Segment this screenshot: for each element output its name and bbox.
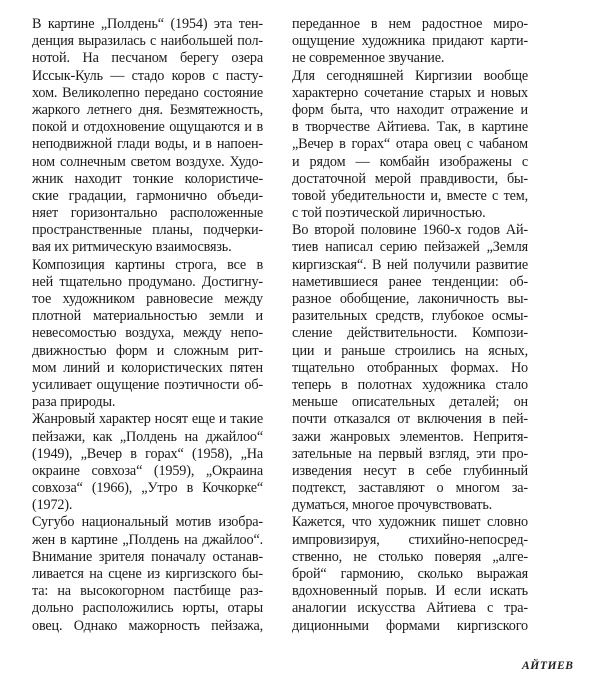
text-line: брой“ гармонию, сколько выражая	[292, 566, 528, 582]
text-line: ственно, не столько поверяя „алге-	[292, 548, 528, 565]
text-line: няет горизонтально расположенные	[32, 205, 263, 222]
text-line: плотной материальностью земли и	[32, 308, 263, 325]
text-line: неподвижной глади воды, и в напоен-	[32, 136, 263, 153]
text-line: покой и отдохновение ощущаются и в	[32, 119, 263, 136]
text-line: пространственные планы, подчерки-	[32, 222, 263, 239]
text-line: Во второй половине 1960-х годов Ай-	[292, 222, 528, 239]
text-line: аналогии искусства Айтиева с тра-	[292, 600, 528, 617]
text-line: теперь в полотнах художника стало	[292, 376, 528, 393]
paragraph	[32, 257, 263, 412]
text-line: товой убедительности и, вместе с тем,	[292, 187, 528, 204]
text-line: Кажется, что художник пишет словно	[292, 514, 528, 531]
text-line: жен в картине „Полдень на джайлоо“.	[32, 531, 263, 548]
text-line: В картине „Полдень“ (1954) эта тен-	[32, 16, 263, 32]
text-line: достаточной мерой правдивости, бы-	[292, 170, 528, 187]
text-line: подтекст, заставляют о многом за-	[292, 480, 528, 497]
text-line: ней тщательно продумано. Достигну-	[32, 273, 263, 290]
text-line: переданное в нем радостное миро-	[292, 16, 528, 32]
paragraph	[292, 16, 528, 68]
text-column-right	[292, 16, 528, 635]
paragraph	[292, 222, 528, 514]
text-line: с той поэтической лиричностью.	[292, 205, 486, 222]
text-line: раза природы.	[32, 394, 116, 411]
text-column-left	[32, 16, 263, 635]
text-line: характерно сочетание старых и новых	[292, 84, 528, 101]
text-line: ливается на сцене из киргизского бы-	[32, 566, 263, 582]
text-line: киргизская“. В ней получили развитие	[292, 256, 528, 273]
text-line: нотой. На песчаном берегу озера	[32, 50, 263, 67]
text-line: вдохновенный порыв. И если искать	[292, 583, 528, 600]
text-line: ном солнечным светом воздухе. Худо-	[32, 153, 263, 170]
text-line: „Вечер в горах“ отара овец с чабаном	[292, 136, 528, 153]
text-line: импровизируя, стихийно-непосред-	[292, 531, 528, 548]
paragraph	[32, 514, 263, 634]
text-line: Композиция картины строга, все в	[32, 256, 263, 273]
text-line: диционными формами киргизского	[292, 617, 528, 634]
text-line: и рядом — комбайн изображены с	[292, 153, 528, 170]
text-line: пейзажи, как „Полдень на джайлоо“	[32, 428, 263, 445]
text-line: Жанровый характер носят еще и такие	[32, 411, 263, 428]
text-line: разительных средств, глубокое осмы-	[292, 308, 528, 325]
paragraph	[32, 411, 263, 514]
text-line: тое художником равновесие между	[32, 291, 263, 307]
text-line: меньше описательных деталей; он	[292, 394, 528, 411]
text-line: усиливает ощущение поэтичности об-	[32, 376, 263, 393]
text-line: ские градации, гармонично объеди-	[32, 187, 263, 204]
text-line: хом. Великолепно передано состояние	[32, 84, 263, 101]
text-line: думаться, многое прочувствовать.	[292, 497, 493, 514]
text-line: (1972).	[32, 497, 73, 514]
text-line: овец. Однако мажорность пейзажа,	[32, 617, 263, 634]
running-head: АЙТИЕВ	[522, 660, 574, 672]
text-line: движностью форм и сложным рит-	[32, 342, 263, 359]
text-line: ции и раньше строились на ясных,	[292, 342, 528, 359]
paragraph	[292, 68, 528, 223]
text-line: изведения несут в себе глубинный	[292, 462, 528, 479]
text-line: почти отказался от включения в пей-	[292, 411, 528, 428]
text-line: тиев написал серию пейзажей „Земля	[292, 239, 528, 256]
text-line: в творчестве Айтиева. Так, в картине	[292, 119, 528, 136]
text-line: невесомостью воздуха, между непо-	[32, 325, 263, 342]
text-line: мом линий и колористических пятен	[32, 359, 263, 376]
text-line: разное обобщение, лаконичность вы-	[292, 291, 528, 307]
text-line: наметившиеся ранее тенденции: об-	[292, 273, 528, 290]
text-line: Внимание зрителя поначалу останав-	[32, 548, 263, 565]
text-line: Сугубо национальный мотив изобра-	[32, 514, 263, 531]
text-line: денция выразилась с наибольшей пол-	[32, 33, 263, 50]
text-line: Для сегодняшней Киргизии вообще	[292, 67, 528, 84]
text-line: форм быта, что находит отражение и	[292, 101, 528, 118]
text-line: жаркого летнего дня. Безмятежность,	[32, 101, 263, 118]
paragraph	[292, 514, 528, 634]
text-line: Иссык-Куль — стадо коров с пасту-	[32, 67, 263, 84]
text-line: (1949), „Вечер в горах“ (1958), „На	[32, 445, 263, 462]
text-line: совхоза“ (1966), „Утро в Кочкорке“	[32, 480, 263, 497]
text-line: та: на высокогорном пастбище раз-	[32, 583, 263, 600]
text-line: ощущение художника придают карти-	[292, 33, 528, 50]
text-line: вая их ритмическую взаимосвязь.	[32, 239, 232, 256]
text-line: окраине совхоза“ (1959), „Окраина	[32, 462, 263, 479]
paragraph	[32, 16, 263, 257]
text-line: тщательно отобранных формах. Но	[292, 359, 528, 376]
text-line: зательные на первый взгляд, эти про-	[292, 445, 528, 462]
text-line: не современное звучание.	[292, 50, 445, 67]
text-line: жник находит тонкие колористиче-	[32, 170, 263, 187]
text-line: дольно расположились юрты, отары	[32, 600, 263, 617]
text-line: зажи жанровых элементов. Непритя-	[292, 428, 528, 445]
text-line: сление действительности. Компози-	[292, 325, 528, 342]
